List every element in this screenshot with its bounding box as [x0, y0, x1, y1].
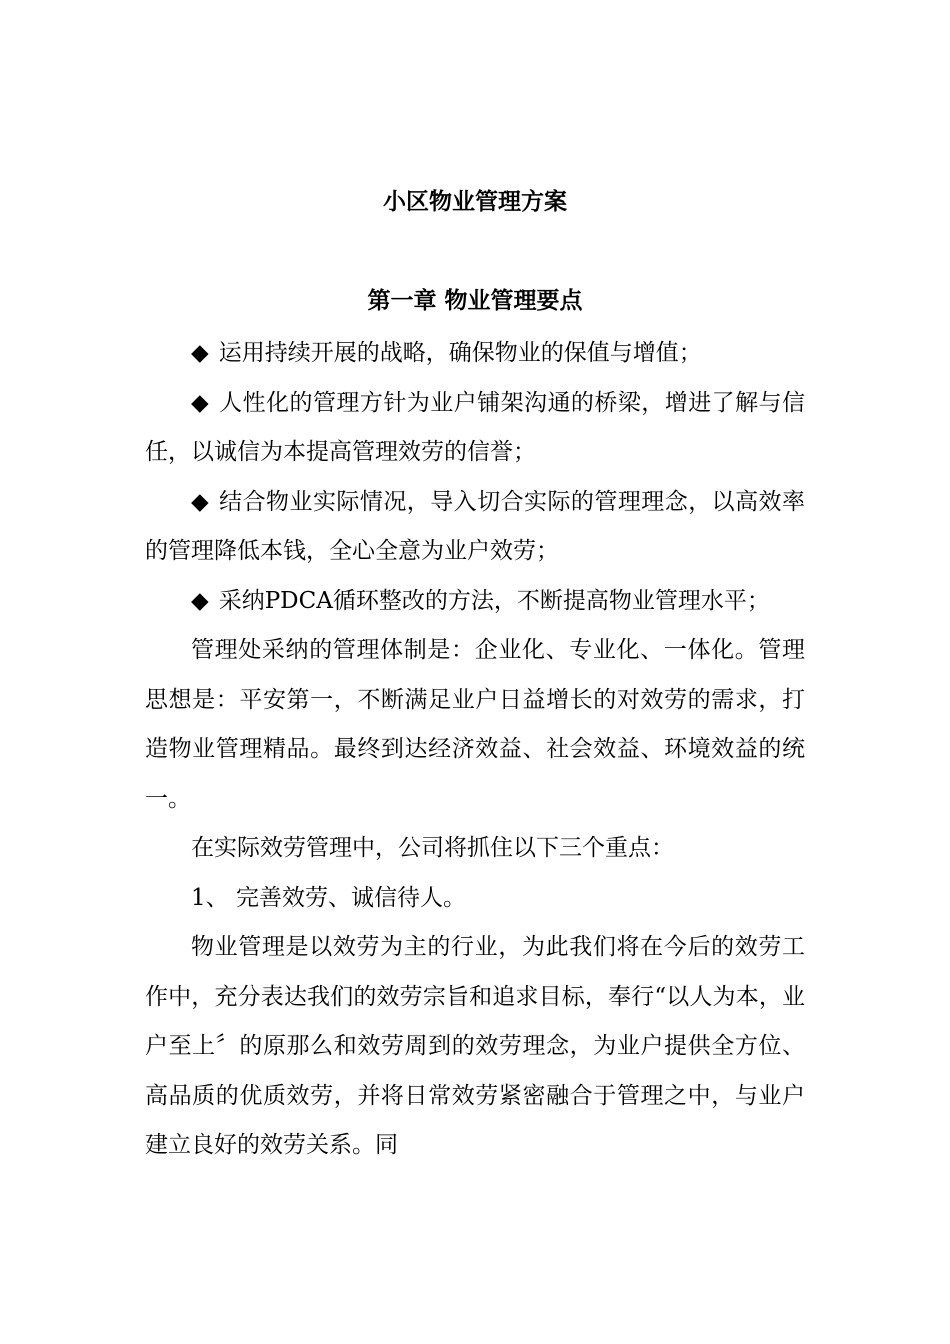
- bullet-text: 运用持续开展的战略，确保物业的保值与增值；: [218, 340, 702, 366]
- diamond-bullet-icon: ◆: [191, 488, 209, 515]
- paragraph-three-key-points: 在实际效劳管理中，公司将抓住以下三个重点：: [191, 835, 674, 861]
- numbered-heading-1: 1、 完善效劳、诚信待人。: [191, 884, 466, 911]
- document-body: [145, 329, 805, 1171]
- document-title: 小区物业管理方案: [383, 189, 567, 215]
- bullet-text: 采纳PDCA循环整改的方法，不断提高物业管理水平；: [218, 587, 770, 614]
- diamond-bullet-icon: ◆: [191, 340, 209, 366]
- bullet-item: [145, 379, 805, 478]
- bullet-item: [145, 329, 805, 379]
- diamond-bullet-icon: ◆: [191, 587, 209, 614]
- bullet-text: 人性化的管理方针为业户铺架沟通的桥梁，增进了解与信任，以诚信为本提高管理效劳的信誉；: [145, 389, 805, 465]
- bullet-item: [145, 478, 805, 577]
- bullet-item: [145, 577, 805, 627]
- diamond-bullet-icon: ◆: [191, 389, 209, 416]
- chapter-heading: 第一章 物业管理要点: [367, 288, 583, 314]
- paragraph-service: 物业管理是以效劳为主的行业，为此我们将在今后的效劳工作中，充分表达我们的效劳宗旨和追求目标，奉行“以人为本，业户至上〞的原那么和效劳周到的效劳理念，为业户提供全方位、高品质的优质效劳，并将日常效劳紧密融合于管理之中，与业户建立良好的效劳关系。同: [145, 934, 805, 1158]
- paragraph-management-system: 管理处采纳的管理体制是：企业化、专业化、一体化。管理思想是：平安第一，不断满足业户日益增长的对效劳的需求，打造物业管理精品。最终到达经济效益、社会效益、环境效益的统一。: [145, 637, 805, 812]
- bullet-text: 结合物业实际情况，导入切合实际的管理理念，以高效率的管理降低本钱，全心全意为业户效劳；: [145, 488, 805, 564]
